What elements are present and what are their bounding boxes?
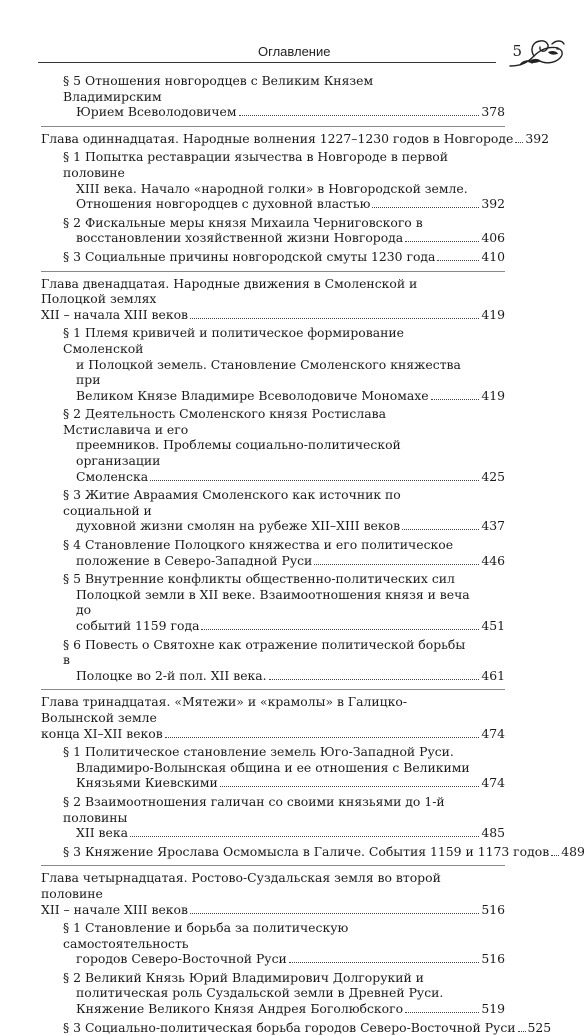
toc-entry-line: XIII века. Начало «народной голки» в Новгородской земле. xyxy=(76,180,468,196)
toc-page-number: 474 xyxy=(481,775,505,791)
toc-section-entry xyxy=(41,73,505,120)
toc-entry-line: Глава тринадцатая. «Мятежи» и «крамолы» в Галицко-Волынской земле xyxy=(41,694,408,725)
dot-leader xyxy=(150,480,479,481)
toc-page-number: 419 xyxy=(481,306,505,322)
toc-entry-title: Юрием Всеволодовичем xyxy=(76,104,237,120)
toc-entry-title: Смоленска xyxy=(76,468,149,484)
toc-leader-line xyxy=(63,249,505,265)
dot-leader xyxy=(405,241,479,242)
toc-section-entry xyxy=(41,149,505,211)
toc-entry-line: § 2 Фискальные меры князя Михаила Черниговского в xyxy=(63,214,423,230)
toc-chapter-entry xyxy=(41,276,505,323)
toc-leader-line xyxy=(63,553,505,569)
dot-leader xyxy=(239,115,480,116)
toc-entry-line: § 6 Повесть о Святохне как отражение политической борьбы в xyxy=(63,636,466,668)
toc-leader-line xyxy=(63,1019,552,1035)
toc-page-number: 410 xyxy=(481,248,505,264)
toc-page-number: 392 xyxy=(525,130,549,146)
toc-entry-title: Отношения новгородцев с духовной властью xyxy=(76,196,371,212)
dot-leader xyxy=(431,399,480,400)
toc-section-entry xyxy=(41,249,505,265)
toc-entry-title: Полоцке во 2-й пол. XII века. xyxy=(76,667,267,683)
toc-entry-title: XII века xyxy=(76,825,128,841)
toc-leader-line xyxy=(41,130,549,147)
toc-leader-line xyxy=(41,726,505,742)
toc-chapter-entry xyxy=(41,694,505,741)
toc-chapter-entry xyxy=(41,130,549,147)
toc-leader-line xyxy=(63,825,505,841)
toc-leader-line xyxy=(63,104,505,120)
toc-entry-title: XII – начале XIII веков xyxy=(41,901,188,917)
toc-entry-line: § 5 Отношения новгородцев с Великим Князем Владимирским xyxy=(63,73,374,104)
toc-leader-line xyxy=(41,902,505,918)
toc-section-entry xyxy=(41,794,505,841)
toc-leader-line xyxy=(63,843,585,860)
running-title: Оглавление xyxy=(258,44,331,59)
toc-leader-line xyxy=(63,469,505,485)
running-header xyxy=(38,34,522,64)
dot-leader xyxy=(190,318,479,319)
dot-leader xyxy=(130,836,479,837)
chapter-divider xyxy=(41,689,505,690)
toc-entry-title: § 3 Социальные причины новгородской смуты 1230 года xyxy=(63,248,436,264)
chapter-divider xyxy=(41,126,505,127)
toc-page-number: 446 xyxy=(481,552,505,568)
toc-entry-title: Глава одиннадцатая. Народные волнения 1227–1230 годов в Новгороде xyxy=(41,130,514,146)
toc-section-entry xyxy=(41,215,505,246)
toc-entry-title: § 3 Социально-политическая борьба городов Северо-Восточной Руси xyxy=(63,1019,516,1035)
toc-entry-line: § 2 Взаимоотношения галичан со своими князьями до 1-й половины xyxy=(63,793,445,825)
toc-entry-line: преемников. Проблемы социально-политической организации xyxy=(76,437,401,469)
toc-page-number: 519 xyxy=(481,1001,505,1017)
toc-entry-title: Великом Князе Владимире Всеволодовиче Мономахе xyxy=(76,387,429,403)
toc-entry-line: § 1 Политическое становление земель Юго-Западной Руси. xyxy=(63,744,454,760)
toc-entry-line: и Полоцкой земель. Становление Смоленского княжества при xyxy=(76,356,461,388)
toc-section-entry xyxy=(41,537,505,568)
toc-section-entry xyxy=(41,744,505,791)
dot-leader xyxy=(372,207,479,208)
toc-entry-title: городов Северо-Восточной Руси xyxy=(76,951,287,967)
ornament-icon xyxy=(508,36,566,70)
toc-leader-line xyxy=(63,668,505,684)
toc-page-number: 437 xyxy=(481,518,505,534)
toc-chapter-entry xyxy=(41,870,505,917)
toc-entry-title: восстановлении хозяйственной жизни Новгорода xyxy=(76,230,404,246)
toc-entry-title: духовной жизни смолян на рубеже XII–XIII веков xyxy=(76,518,401,534)
toc-leader-line xyxy=(41,307,505,323)
toc-page-number: 485 xyxy=(481,825,505,841)
toc-section-entry xyxy=(41,325,505,403)
toc-page-number: 451 xyxy=(481,618,505,633)
toc-entry-line: Владимиро-Волынская община и ее отношения с Великими xyxy=(76,759,470,775)
dot-leader xyxy=(518,1031,526,1032)
toc-entry-line: § 3 Житие Авраамия Смоленского как источник по социальной и xyxy=(63,487,401,518)
dot-leader xyxy=(402,529,479,530)
dot-leader xyxy=(405,1012,479,1013)
toc-entry-title: § 3 Княжение Ярослава Осмомысла в Галиче. События 1159 и 1173 годов xyxy=(63,843,550,859)
toc-page-number: 419 xyxy=(481,387,505,403)
toc-leader-line xyxy=(63,196,505,212)
dot-leader xyxy=(220,786,480,787)
toc-page-number: 516 xyxy=(481,901,505,917)
dot-leader xyxy=(190,913,479,914)
page-number: 5 xyxy=(512,42,522,60)
toc-entry-line: § 5 Внутренние конфликты общественно-политических сил xyxy=(63,571,455,587)
toc-entry-line: Глава четырнадцатая. Ростово-Суздальская земля во второй половине xyxy=(41,870,441,901)
toc-entry-line: § 2 Деятельность Смоленского князя Ростислава Мстиславича и его xyxy=(63,406,386,437)
toc-entry-line: Глава двенадцатая. Народные движения в Смоленской и Полоцкой землях xyxy=(41,275,418,307)
toc-entry-title: XII – начала XIII веков xyxy=(41,306,189,322)
toc-page-number: 525 xyxy=(527,1019,552,1035)
chapter-divider xyxy=(41,271,505,272)
toc-section-entry xyxy=(41,843,585,860)
toc-section-entry xyxy=(41,1019,552,1035)
toc-leader-line xyxy=(63,388,505,404)
toc-entry-line: § 1 Попытка реставрации язычества в Новгороде в первой половине xyxy=(63,149,449,180)
toc-section-entry xyxy=(41,637,505,684)
toc-leader-line xyxy=(63,775,505,791)
toc-page-number: 489 xyxy=(561,843,585,859)
toc-leader-line xyxy=(63,618,505,634)
dot-leader xyxy=(437,260,479,261)
toc-section-entry xyxy=(41,406,505,484)
dot-leader xyxy=(551,855,559,856)
dot-leader xyxy=(314,564,479,565)
table-of-contents xyxy=(41,73,585,1035)
toc-entry-title: Князьями Киевскими xyxy=(76,775,218,791)
dot-leader xyxy=(289,962,480,963)
toc-entry-line: Полоцкой земли в XII веке. Взаимоотношения князя и веча до xyxy=(76,586,470,618)
toc-section-entry xyxy=(41,571,505,633)
header-rule xyxy=(38,62,496,63)
toc-page-number: 474 xyxy=(481,725,505,741)
toc-entry-title: положение в Северо-Западной Руси xyxy=(76,552,313,568)
toc-entry-title: Княжение Великого Князя Андрея Боголюбского xyxy=(76,1001,404,1017)
toc-entry-line: § 2 Великий Князь Юрий Владимирович Долгорукий и xyxy=(63,969,424,985)
toc-leader-line xyxy=(63,518,505,534)
toc-leader-line xyxy=(63,230,505,246)
toc-section-entry xyxy=(41,487,505,534)
chapter-divider xyxy=(41,865,505,866)
toc-page-number: 461 xyxy=(481,667,505,683)
toc-entry-line: § 4 Становление Полоцкого княжества и его политическое xyxy=(63,537,454,553)
dot-leader xyxy=(201,629,479,630)
toc-section-entry xyxy=(41,920,505,967)
dot-leader xyxy=(165,737,480,738)
toc-entry-line: политическая роль Суздальской земли в Древней Руси. xyxy=(76,985,444,1001)
toc-entry-line: § 1 Становление и борьба за политическую самостоятельность xyxy=(63,920,349,951)
toc-leader-line xyxy=(63,951,505,967)
dot-leader xyxy=(269,679,480,680)
toc-page-number: 392 xyxy=(481,196,505,212)
toc-entry-title: конца XI–XII веков xyxy=(41,725,163,741)
toc-section-entry xyxy=(41,970,505,1017)
toc-page-number: 516 xyxy=(481,951,505,967)
toc-entry-title: событий 1159 года xyxy=(76,618,200,633)
toc-page-number: 425 xyxy=(481,468,505,484)
dot-leader xyxy=(515,142,523,143)
toc-leader-line xyxy=(63,1001,505,1017)
toc-page-number: 406 xyxy=(481,230,505,246)
toc-page-number: 378 xyxy=(481,104,505,120)
toc-entry-line: § 1 Племя кривичей и политическое формирование Смоленской xyxy=(63,325,404,356)
